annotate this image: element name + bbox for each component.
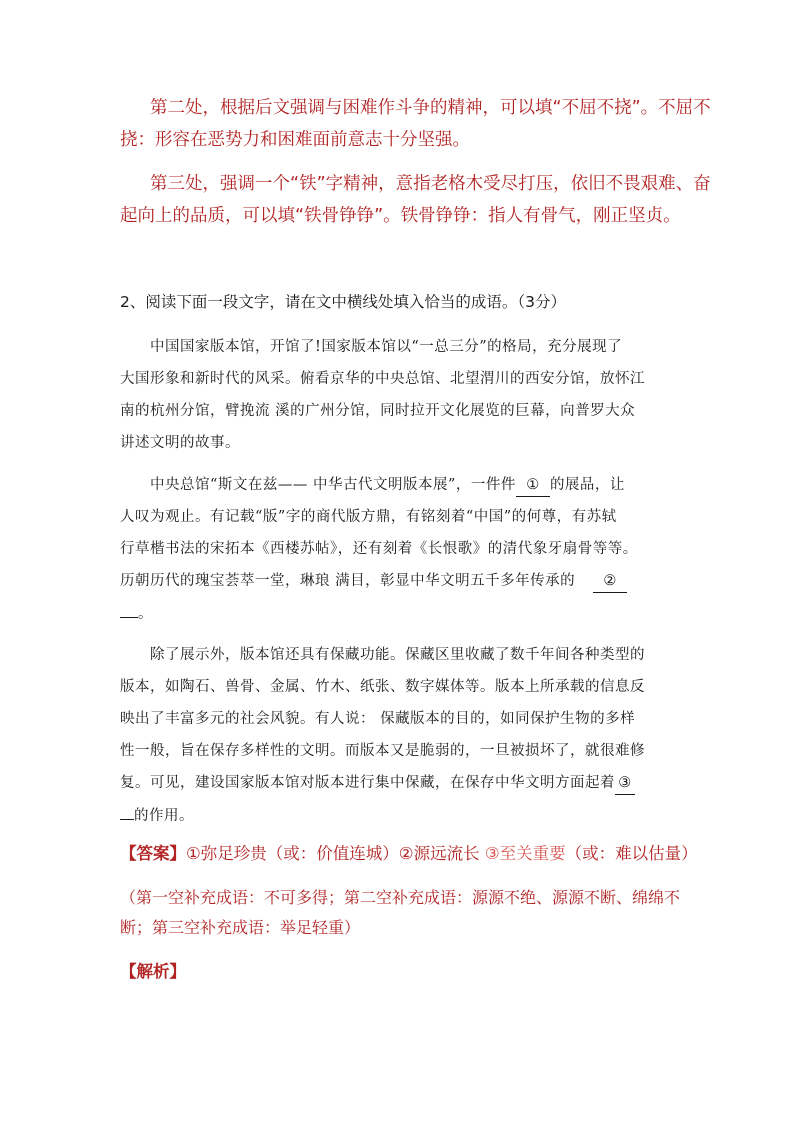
passage-para1-line-4: 讲述文明的故事。 [120,435,240,451]
analysis-paragraph-3-line-2: 起向上的品质，可以填“铁骨铮铮”。铁骨铮铮：指人有骨气，刚正坚贞。 [120,206,681,226]
passage-text: 的展品，让 [549,477,625,493]
blank-3-continuation [120,802,134,820]
passage-para1-line-1: 中国国家版本馆，开馆了!国家版本馆以“一总三分”的格局，充分展现了 [150,339,623,355]
passage-text: 的作用。 [134,808,194,824]
blank-3: ③ [615,772,635,795]
passage-para3-line-4: 性一般，旨在保存多样性的文明。而版本又是脆弱的，一旦被损坏了，就很难修 [120,743,645,759]
passage-para2-line-2: 人叹为观止。有记载“版”字的商代版方鼎，有铭刻着“中国”的何尊，有苏轼 [120,509,617,525]
answer-part-2: ③至关重要 [484,844,566,863]
passage-para3-line-2: 版本，如陶石、兽骨、金属、竹木、纸张、数字媒体等。版本上所承载的信息反 [120,679,645,695]
answer-line [120,842,698,866]
passage-para1-line-2: 大国形象和新时代的风采。俯看京华的中央总馆、北望渭川的西安分馆，放怀江 [120,371,645,387]
blank-1: ① [516,474,550,497]
passage-para1-line-3: 南的杭州分馆，臂挽流 溪的广州分馆，同时拉开文化展览的巨幕，向普罗大众 [120,403,636,419]
question-prompt: 2、阅读下面一段文字，请在文中横线处填入恰当的成语。（3分） [120,293,566,311]
passage-para3-line-6 [120,802,194,827]
answer-part-1: ①弥足珍贵（或：价值连城）②源远流长 [186,844,485,863]
answer-label: 【答案】 [120,844,186,863]
answer-supplement-line-2: 断；第三空补充成语：举足轻重） [120,918,361,937]
passage-para3-line-1: 除了展示外，版本馆还具有保藏功能。保藏区里收藏了数千年间各种类型的 [150,647,645,663]
passage-para3-line-3: 映出了丰富多元的社会风貌。有人说： 保藏版本的目的，如同保护生物的多样 [120,711,636,727]
answer-supplement-line-1: （第一空补充成语：不可多得；第二空补充成语：源源不绝、源源不断、绵绵不 [120,888,681,907]
answer-part-3: （或：难以估量） [565,844,698,863]
passage-text: 。 [138,606,153,622]
analysis-paragraph-2-line-2: 挠：形容在恶势力和困难面前意志十分坚强。 [120,130,470,150]
blank-2: ② [593,570,627,593]
analysis-label: 【解析】 [120,962,186,981]
analysis-paragraph-2-line-1: 第二处，根据后文强调与困难作斗争的精神，可以填“不屈不挠”。不屈不 [150,98,711,118]
passage-para2-line-1 [150,474,625,497]
passage-text: 复。可见，建设国家版本馆对版本进行集中保藏，在保存中华文明方面起着 [120,775,615,791]
passage-para3-line-5 [120,772,635,795]
passage-para2-line-4 [120,570,627,593]
passage-para2-line-3: 行草楷书法的宋拓本《西楼苏帖》，还有刻着《长恨歌》的清代象牙扇骨等等。 [120,541,638,557]
passage-text: 中央总馆“斯文在兹—— 中华古代文明版本展”，一件件 [150,477,516,493]
passage-text: 历朝历代的瑰宝荟萃一堂，琳琅 满目，彰显中华文明五千多年传承的 [120,573,576,589]
passage-para2-line-5 [120,600,153,625]
blank-2-continuation [120,600,138,618]
analysis-paragraph-3-line-1: 第三处，强调一个“铁”字精神，意指老格木受尽打压，依旧不畏艰难、奋 [150,174,711,194]
